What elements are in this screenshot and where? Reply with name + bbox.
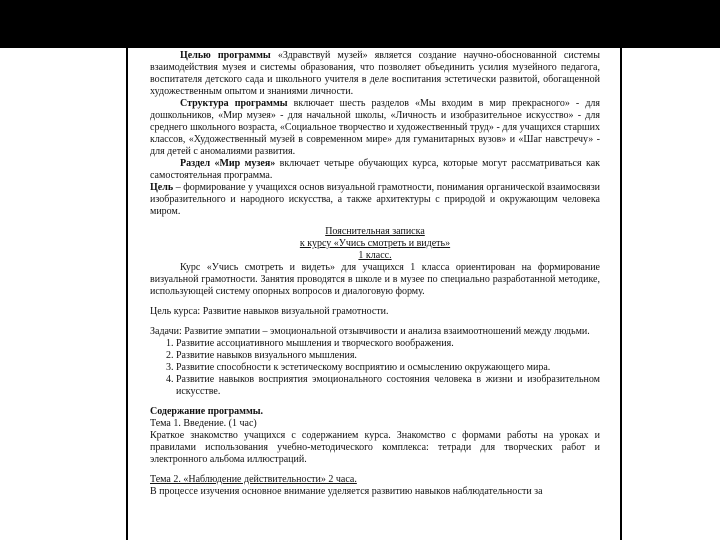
task-item: 4. Развитие навыков восприятия эмоционального состояния человека в жизни и изобразительном искусстве.: [176, 374, 600, 398]
note-heading-line1: Пояснительная записка: [325, 226, 425, 237]
tasks-list: [150, 338, 600, 398]
structure-label: Структура программы: [180, 98, 288, 109]
aim-label: Цель: [150, 182, 174, 193]
section-paragraph: [150, 158, 600, 182]
topic2-text: В процессе изучения основное внимание уделяется развитию навыков наблюдательности за: [150, 486, 543, 497]
note-heading-line2: к курсу «Учись смотреть и видеть»: [299, 238, 451, 249]
content-heading: Содержание программы.: [150, 406, 264, 417]
goal-text: «Здравствуй музей» является создание научно-обоснованной системы взаимодействия музея и системы образования, что позволяет объединить усилия музейного педагога, воспитателя детского сада и школьного учителя в деле воспитания эстетически развитой, обогащенной художественным опытом и знаниями личности.: [150, 50, 600, 97]
page-left-border: [126, 48, 128, 540]
goal-label: Целью программы: [180, 50, 271, 61]
course-paragraph: Курс «Учись смотреть и видеть» для учащихся 1 класса ориентирован на формирование визуальной грамотности. Занятия проводятся в школе и в музее по специально разработанной методике, использующей систему опорных вопросов и диалоговую форму.: [150, 262, 600, 297]
page-right-border: [620, 48, 622, 540]
structure-paragraph: [150, 98, 600, 158]
goal-paragraph: [150, 50, 600, 98]
note-heading-line3: 1 класс.: [358, 250, 392, 261]
topic2-title: Тема 2. «Наблюдение действительности» 2 часа.: [150, 474, 357, 485]
top-black-bar: [0, 0, 720, 48]
course-goal: Цель курса: Развитие навыков визуальной грамотности.: [150, 306, 389, 317]
topic1-text: Краткое знакомство учащихся с содержанием курса. Знакомство с формами работы на уроках и правилами использования учебно-методического комплекса: тетради для творческих работ и электронного альбома иллюстраций.: [150, 430, 600, 465]
aim-text: – формирование у учащихся основ визуальной грамотности, понимания органической взаимосвязи изобразительного и народного искусства, а также архитектуры с природой и окружающим человека миром.: [150, 182, 600, 217]
tasks-intro: Задачи: Развитие эмпатии – эмоциональной отзывчивости и анализа взаимоотношений между людьми.: [150, 326, 590, 337]
structure-text: включает шесть разделов «Мы входим в мир прекрасного» - для дошкольников, «Мир музея» - для начальной школы, «Личность и изобразительное искусство» - для среднего школьного возраста, «Социальное творчество и художественный труд» - для учащихся старших классов, «Художественный музей в современном мире» для гуманитарных вузов» и «Шаг навстречу» - для детей с аномалиями развития.: [150, 98, 600, 157]
document-page: [150, 50, 600, 498]
aim-paragraph: [150, 182, 600, 218]
task-item: 1. Развитие ассоциативного мышления и творческого воображения.: [176, 338, 600, 350]
task-item: 3. Развитие способности к эстетическому восприятию и осмыслению окружающего мира.: [176, 362, 600, 374]
topic1-title: Тема 1. Введение. (1 час): [150, 418, 257, 429]
section-text: включает четыре обучающих курса, которые могут рассматриваться как самостоятельная программа.: [150, 158, 600, 181]
section-label: Раздел «Мир музея»: [180, 158, 276, 169]
task-item: 2. Развитие навыков визуального мышления.: [176, 350, 600, 362]
